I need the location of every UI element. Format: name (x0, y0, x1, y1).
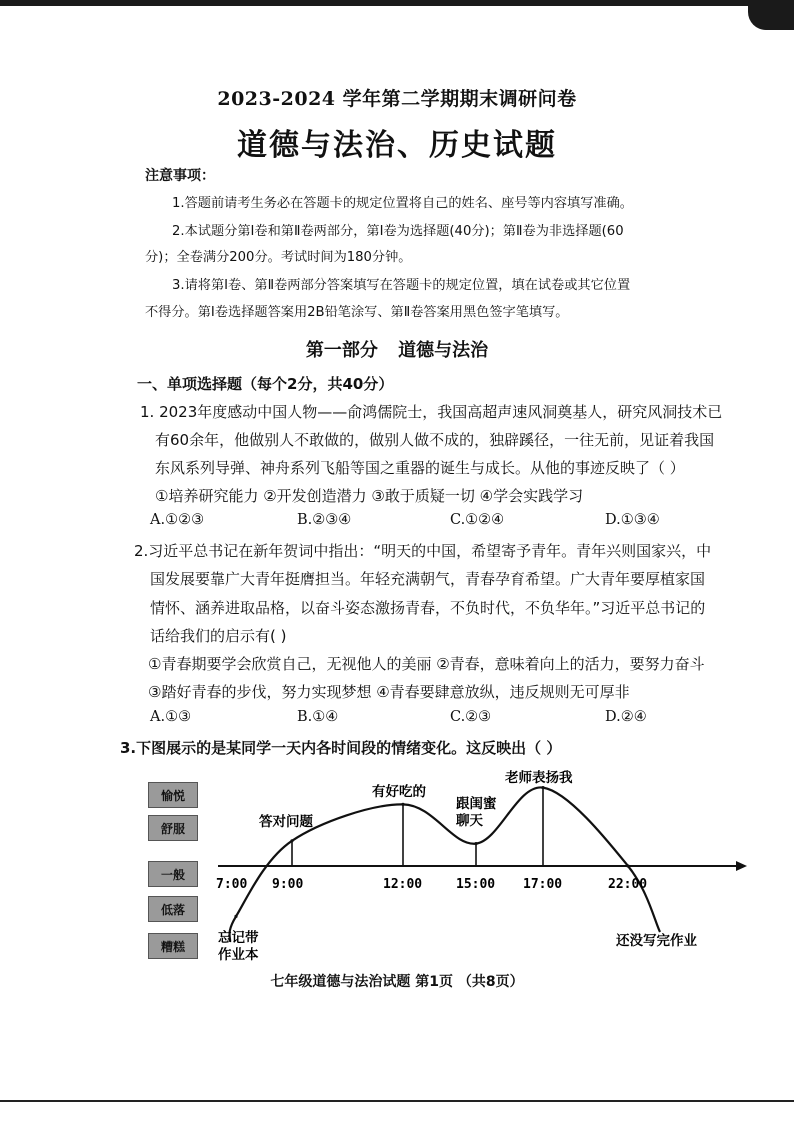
x-axis-arrow (736, 861, 747, 871)
question-2-text: 话给我们的启示有( ) (150, 627, 287, 645)
question-1-choices: ①培养研究能力 ②开发创造潜力 ③敢于质疑一切 ④学会实践学习 (155, 487, 584, 505)
question-1-text: 1. 2023年度感动中国人物——俞鸿儒院士，我国高超声速风洞奠基人，研究风洞技术已 (140, 403, 723, 421)
question-2-choices: ①青春期要学会欣赏自己，无视他人的美丽 ②青春，意味着向上的活力，要努力奋斗 (148, 655, 705, 673)
mood-label-low: 低落 (148, 896, 198, 922)
data-point (474, 842, 477, 845)
notice-line: 不得分。第Ⅰ卷选择题答案用2B铅笔涂写、第Ⅱ卷答案用黑色签字笔填写。 (145, 305, 569, 320)
question-2-option-a: A.①③ (150, 709, 192, 725)
x-tick-label: 15:00 (456, 877, 496, 892)
mood-label-terrible: 糟糕 (148, 933, 198, 959)
question-1-option-c: C.①②④ (450, 512, 505, 528)
mood-curve (229, 787, 660, 942)
x-tick-label: 22:00 (608, 877, 648, 892)
annotation-label: 忘记带作业本 (218, 930, 259, 963)
question-1-text: 有60余年，他做别人不敢做的，做别人做不成的，独辟蹊径，一往无前，见证着我国 (155, 431, 715, 449)
annotation-label: 跟闺蜜聊天 (456, 796, 497, 829)
question-2-option-d: D.②④ (605, 709, 647, 725)
mood-label-neutral: 一般 (148, 861, 198, 887)
question-2-text: 2.习近平总书记在新年贺词中指出：“明天的中国，希望寄予青年。青年兴则国家兴，中 (134, 542, 712, 560)
question-2-option-b: B.①④ (297, 709, 339, 725)
question-2-choices: ③踏好青春的步伐，努力实现梦想 ④青春要肆意放纵，违反规则无可厚非 (148, 683, 630, 701)
notice-line: 1.答题前请考生务必在答题卡的规定位置将自己的姓名、座号等内容填写准确。 (172, 196, 633, 211)
question-1-text: 东风系列导弹、神舟系列飞船等国之重器的诞生与成长。从他的事迹反映了（ ） (155, 459, 685, 477)
question-1-option-a: A.①②③ (150, 512, 205, 528)
page-bottom-edge (0, 1100, 794, 1102)
page-footer: 七年级道德与法治试题 第1页 （共8页） (270, 974, 524, 990)
notice-line: 3.请将第Ⅰ卷、第Ⅱ卷两部分答案填写在答题卡的规定位置，填在试卷或其它位置 (172, 278, 631, 293)
mood-label-comfortable: 舒服 (148, 815, 198, 841)
data-point (234, 915, 237, 918)
question-2-option-c: C.②③ (450, 709, 492, 725)
question-3-text: 3.下图展示的是某同学一天内各时间段的情绪变化。这反映出（ ） (120, 739, 562, 757)
annotation-label: 答对问题 (259, 814, 313, 830)
x-tick-label: 17:00 (523, 877, 563, 892)
annotation-label: 有好吃的 (372, 784, 426, 800)
data-point (626, 864, 629, 867)
annotation-label: 还没写完作业 (616, 933, 697, 949)
x-tick-label: 9:00 (272, 877, 304, 892)
question-2-text: 情怀、涵养进取品格，以奋斗姿态激扬青春，不负时代，不负华年。”习近平总书记的 (150, 599, 706, 617)
notice-line: 2.本试题分第Ⅰ卷和第Ⅱ卷两部分，第Ⅰ卷为选择题(40分)；第Ⅱ卷为非选择题(60 (172, 224, 624, 239)
data-point (541, 786, 544, 789)
mood-label-delighted: 愉悦 (148, 782, 198, 808)
x-tick-label: 12:00 (383, 877, 423, 892)
annotation-label: 老师表扬我 (505, 770, 573, 786)
exam-year-title: 2023-2024 学年第二学期期末调研问卷 (217, 88, 577, 110)
part-heading: 一、单项选择题（每个2分，共40分） (137, 375, 394, 393)
notice-heading: 注意事项： (145, 168, 215, 184)
section-title: 第一部分 道德与法治 (305, 340, 489, 361)
question-2-text: 国发展要靠广大青年挺膺担当。年轻充满朝气，青春孕育希望。广大青年要厚植家国 (150, 570, 706, 588)
question-1-option-b: B.②③④ (297, 512, 352, 528)
exam-subject-title: 道德与法治、历史试题 (237, 128, 557, 163)
data-point (290, 839, 293, 842)
data-point (401, 803, 404, 806)
notice-line: 分)；全卷满分200分。考试时间为180分钟。 (145, 250, 412, 265)
x-tick-label: 7:00 (216, 877, 248, 892)
question-1-option-d: D.①③④ (605, 512, 660, 528)
